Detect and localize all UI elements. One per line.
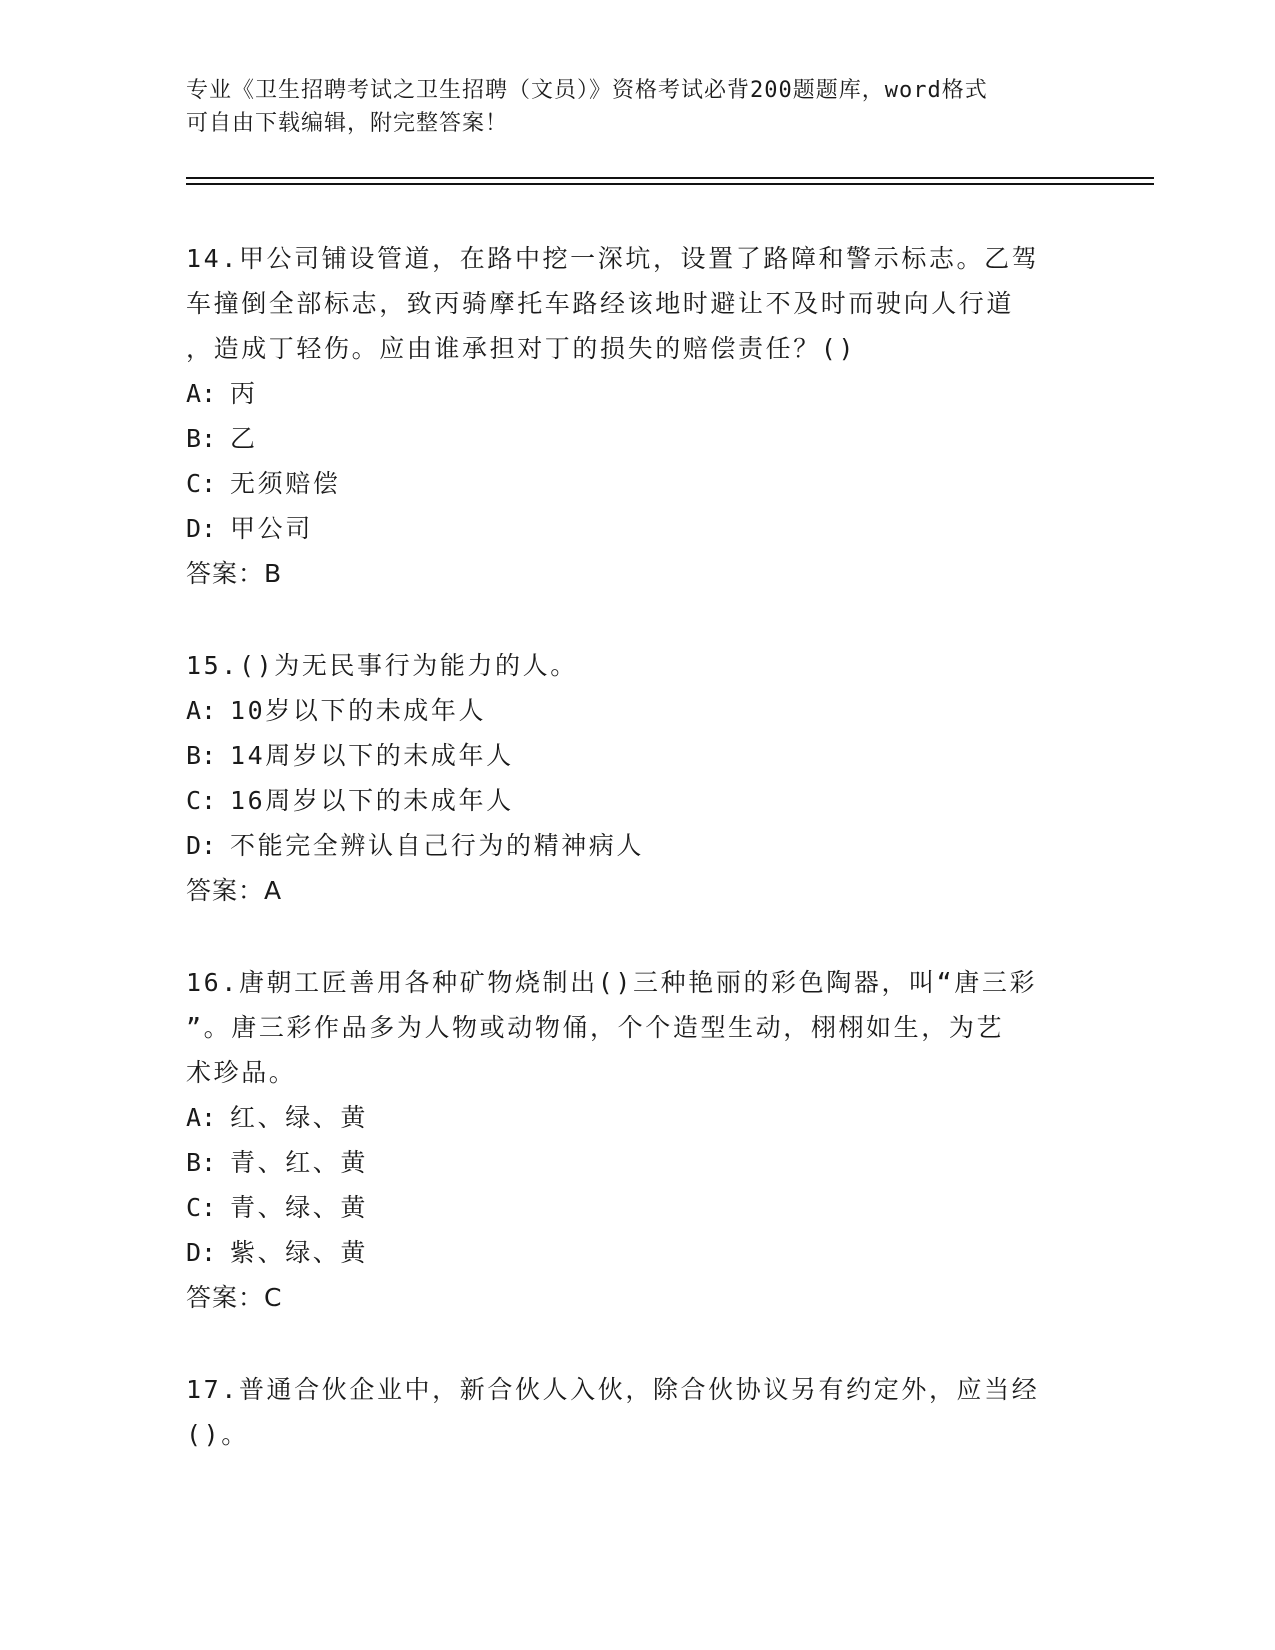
option-text: 甲公司 — [230, 514, 313, 543]
option-c — [186, 461, 1086, 506]
option-letter: A: — [186, 696, 217, 725]
option-letter: C: — [186, 786, 217, 815]
option-d — [186, 1230, 1086, 1275]
option-letter: D: — [186, 1238, 217, 1267]
answer-line: 答案：C — [186, 1283, 283, 1312]
option-text: 无须赔偿 — [230, 469, 341, 498]
option-c — [186, 1185, 1086, 1230]
question-text: ()。 — [186, 1420, 249, 1449]
option-text: 红、绿、黄 — [230, 1103, 369, 1132]
question-text: ，造成丁轻伤。应由谁承担对丁的损失的赔偿责任？() — [186, 334, 857, 363]
option-letter: C: — [186, 1193, 217, 1222]
option-letter: B: — [186, 741, 217, 770]
header-divider-bottom — [186, 183, 1154, 185]
option-text: 14周岁以下的未成年人 — [230, 741, 514, 770]
option-text: 16周岁以下的未成年人 — [230, 786, 514, 815]
option-letter: D: — [186, 831, 217, 860]
option-d — [186, 506, 1086, 551]
option-text: 青、红、黄 — [230, 1148, 369, 1177]
answer-line: 答案：B — [186, 559, 283, 588]
question-text: 17.普通合伙企业中，新合伙人入伙，除合伙协议另有约定外，应当经 — [186, 1375, 1040, 1404]
option-letter: C: — [186, 469, 217, 498]
option-letter: B: — [186, 424, 217, 453]
question-14 — [186, 236, 1086, 597]
option-text: 丙 — [230, 379, 258, 408]
option-letter: D: — [186, 514, 217, 543]
option-b — [186, 733, 1086, 778]
question-text: ”。唐三彩作品多为人物或动物俑，个个造型生动，栩栩如生，为艺 — [186, 1013, 1005, 1042]
question-text: 14.甲公司铺设管道，在路中挖一深坑，设置了路障和警示标志。乙驾 — [186, 244, 1040, 273]
header-line: 专业《卫生招聘考试之卫生招聘（文员）》资格考试必背200题题库，word格式 — [186, 78, 988, 103]
option-c — [186, 778, 1086, 823]
option-a — [186, 1095, 1086, 1140]
question-17 — [186, 1367, 1086, 1457]
option-letter: B: — [186, 1148, 217, 1177]
option-a — [186, 371, 1086, 416]
option-text: 青、绿、黄 — [230, 1193, 369, 1222]
answer-line: 答案：A — [186, 876, 283, 905]
option-d — [186, 823, 1086, 868]
document-header — [186, 74, 1086, 140]
question-list — [186, 236, 1086, 1503]
option-b — [186, 1140, 1086, 1185]
question-15 — [186, 643, 1086, 914]
option-text: 10岁以下的未成年人 — [230, 696, 487, 725]
header-divider-top — [186, 177, 1154, 179]
option-letter: A: — [186, 379, 217, 408]
option-text: 紫、绿、黄 — [230, 1238, 369, 1267]
option-text: 不能完全辨认自己行为的精神病人 — [230, 831, 645, 860]
option-a — [186, 688, 1086, 733]
option-b — [186, 416, 1086, 461]
option-letter: A: — [186, 1103, 217, 1132]
option-text: 乙 — [230, 424, 258, 453]
question-text: 15.()为无民事行为能力的人。 — [186, 651, 578, 680]
question-16 — [186, 960, 1086, 1321]
question-text: 16.唐朝工匠善用各种矿物烧制出()三种艳丽的彩色陶器，叫“唐三彩 — [186, 968, 1038, 997]
question-text: 术珍品。 — [186, 1058, 297, 1087]
header-line: 可自由下载编辑，附完整答案！ — [186, 111, 509, 136]
question-text: 车撞倒全部标志，致丙骑摩托车路经该地时避让不及时而驶向人行道 — [186, 289, 1015, 318]
